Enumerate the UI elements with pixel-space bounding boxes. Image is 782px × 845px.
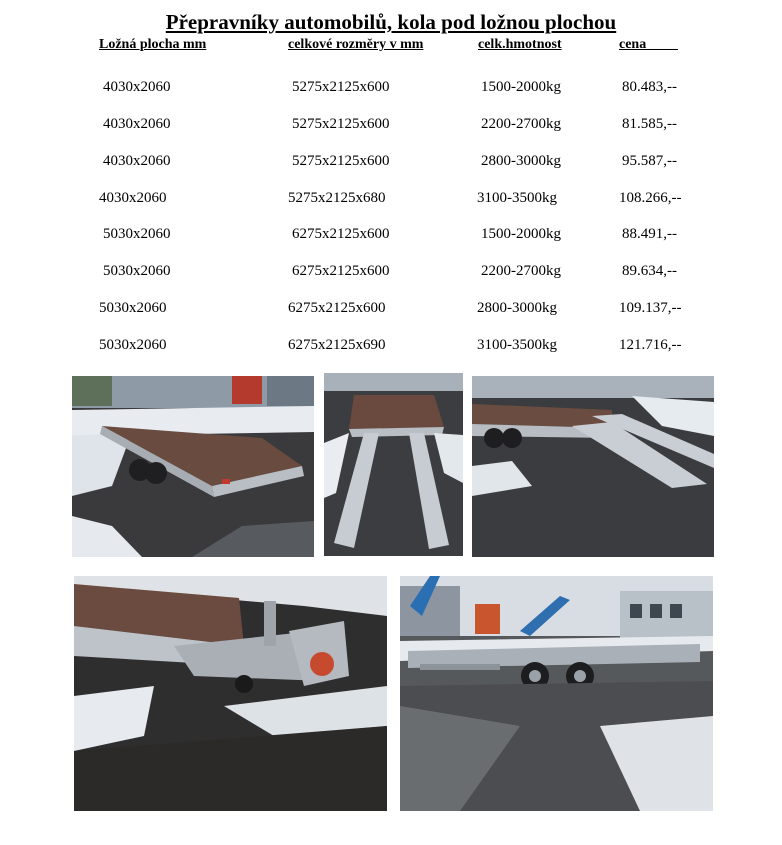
cell-rozmery: 6275x2125x600 [288,300,386,316]
cell-cena: 108.266,-- [619,190,682,206]
trailer-photo-side-ramps [472,376,714,557]
cell-plocha: 5030x2060 [103,226,171,242]
cell-hmotnost: 2200-2700kg [481,116,561,132]
cell-rozmery: 5275x2125x680 [288,190,386,206]
header-cena: cena _ _ _ [619,37,678,52]
cell-hmotnost: 3100-3500kg [477,337,557,353]
cell-rozmery: 5275x2125x600 [292,116,390,132]
page-title: Přepravníky automobilů, kola pod ložnou plochou [165,10,617,34]
cell-hmotnost: 3100-3500kg [477,190,557,206]
cell-rozmery: 6275x2125x600 [292,263,390,279]
cell-cena: 109.137,-- [619,300,682,316]
trailer-photo-rear [72,376,314,557]
cell-hmotnost: 1500-2000kg [481,79,561,95]
cell-plocha: 5030x2060 [99,300,167,316]
cell-cena: 89.634,-- [622,263,677,279]
header-lozna-plocha: Ložná plocha mm [99,37,207,52]
cell-rozmery: 5275x2125x600 [292,153,390,169]
cell-rozmery: 6275x2125x600 [292,226,390,242]
header-celkove-rozmery: celkové rozměry v mm [288,37,424,52]
cell-plocha: 5030x2060 [103,263,171,279]
cell-plocha: 4030x2060 [103,153,171,169]
cell-cena: 80.483,-- [622,79,677,95]
cell-cena: 121.716,-- [619,337,682,353]
cell-plocha: 4030x2060 [103,79,171,95]
header-celkova-hmotnost: celk.hmotnost [478,37,562,52]
cell-hmotnost: 2800-3000kg [477,300,557,316]
cell-hmotnost: 2200-2700kg [481,263,561,279]
cell-rozmery: 6275x2125x690 [288,337,386,353]
cell-cena: 81.585,-- [622,116,677,132]
cell-rozmery: 5275x2125x600 [292,79,390,95]
cell-hmotnost: 2800-3000kg [481,153,561,169]
trailer-photo-drawbar [74,576,387,811]
cell-plocha: 4030x2060 [103,116,171,132]
trailer-photo-yard [400,576,713,811]
cell-cena: 95.587,-- [622,153,677,169]
cell-cena: 88.491,-- [622,226,677,242]
cell-plocha: 5030x2060 [99,337,167,353]
cell-plocha: 4030x2060 [99,190,167,206]
trailer-photo-ramps [324,373,463,556]
cell-hmotnost: 1500-2000kg [481,226,561,242]
